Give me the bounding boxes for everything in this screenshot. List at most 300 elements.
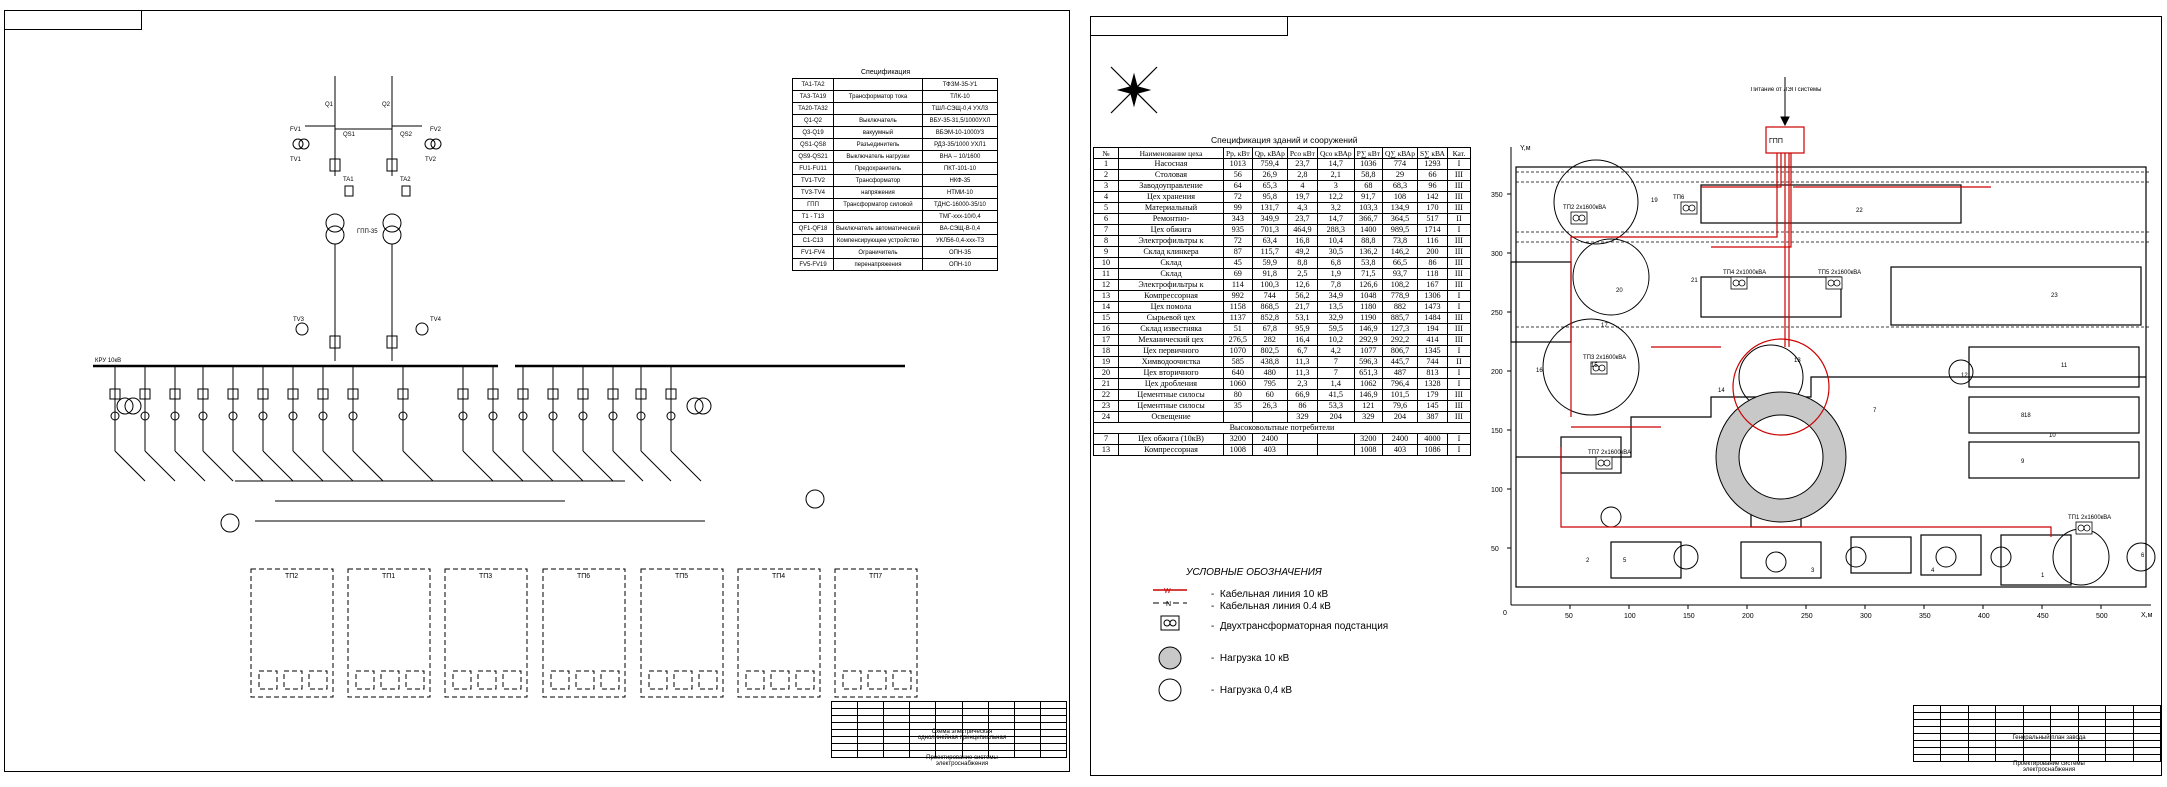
table-cell: 1293: [1417, 159, 1447, 170]
spec-cell: [834, 79, 923, 91]
spec-cell: TV3-TV4: [793, 187, 834, 199]
spec-cell: ВБЭМ-10-1000У3: [922, 127, 997, 139]
spec-cell: TA1-TA2: [793, 79, 834, 91]
table-row: [1094, 335, 1471, 346]
table-cell: 7: [1094, 434, 1119, 445]
table-cell: 21,7: [1287, 302, 1317, 313]
tp-label: ТП7: [869, 573, 883, 580]
y-tick-label: 350: [1491, 192, 1503, 199]
legend-item-cable-04kv: - Кабельная линия 0.4 кВ: [1211, 601, 1331, 612]
table-cell: 19: [1094, 357, 1119, 368]
spec-row: [793, 127, 998, 139]
buildings-table: [1093, 147, 1471, 456]
spec-cell: QF1-QF18: [793, 223, 834, 235]
table-cell: III: [1447, 170, 1470, 181]
table-cell: 45: [1224, 258, 1253, 269]
table-cell: 200: [1417, 247, 1447, 258]
tv1-label: TV1: [290, 157, 302, 163]
legend-items: [1211, 589, 1388, 697]
table-cell: 3200: [1354, 434, 1382, 445]
title-block-a-project: Проектирование системы электроснабжения: [926, 755, 998, 767]
table-cell: 88,8: [1354, 236, 1382, 247]
tp-plan-label: ТП2 2х1600кВА: [1563, 205, 1607, 211]
table-cell: 64: [1224, 181, 1253, 192]
drawing-sheet-single-line: [4, 10, 1070, 772]
table-cell: 13,5: [1317, 302, 1354, 313]
table-header: №: [1094, 148, 1119, 159]
y-tick-label: 250: [1491, 310, 1503, 317]
table-cell: 7: [1094, 225, 1119, 236]
table-cell: 1473: [1417, 302, 1447, 313]
spec-row: [793, 223, 998, 235]
compass-icon: [1111, 67, 1157, 113]
table-cell: 23,7: [1287, 159, 1317, 170]
table-cell: 67,8: [1252, 324, 1287, 335]
legend-item-load-10kv: - Нагрузка 10 кВ: [1211, 653, 1290, 664]
building-number: 12: [1961, 373, 1968, 379]
table-row: [1094, 445, 1471, 456]
table-cell: 26,9: [1252, 170, 1287, 181]
table-cell: 517: [1417, 214, 1447, 225]
table-cell: Склад известняка: [1119, 324, 1224, 335]
table-cell: 56: [1224, 170, 1253, 181]
table-cell: Цех дробления: [1119, 379, 1224, 390]
table-cell: 13: [1094, 445, 1119, 456]
fv2-label: FV2: [430, 127, 442, 133]
building-number: 20: [1616, 288, 1623, 294]
table-cell: 464,9: [1287, 225, 1317, 236]
table-cell: 813: [1417, 368, 1447, 379]
table-cell: 403: [1252, 445, 1287, 456]
table-cell: 343: [1224, 214, 1253, 225]
table-row: [1094, 192, 1471, 203]
spec-cell: ОПН-10: [922, 259, 997, 271]
title-block-b-project: Проектирование системы электроснабжения: [2013, 761, 2085, 773]
spec-row: [793, 187, 998, 199]
spec-cell: FV1-FV4: [793, 247, 834, 259]
table-cell: [1224, 412, 1253, 423]
table-cell: 329: [1354, 412, 1382, 423]
table-header: S∑ кВА: [1417, 148, 1447, 159]
building-number: 9: [2021, 459, 2025, 465]
table-cell: 131,7: [1252, 203, 1287, 214]
table-cell: 58,8: [1354, 170, 1382, 181]
table-cell: 56,2: [1287, 291, 1317, 302]
table-row: [1094, 236, 1471, 247]
table-cell: Цех обжига: [1119, 225, 1224, 236]
table-cell: 17: [1094, 335, 1119, 346]
spec-cell: перенапряжения: [834, 259, 923, 271]
table-cell: Ремонтно-: [1119, 214, 1224, 225]
table-cell: 759,4: [1252, 159, 1287, 170]
table-cell: 59,5: [1317, 324, 1354, 335]
x-tick-label: 100: [1624, 613, 1636, 620]
building-number: 23: [2051, 293, 2058, 299]
table-cell: 21: [1094, 379, 1119, 390]
table-cell: 1008: [1354, 445, 1382, 456]
legend-item-substation: - Двухтрансформаторная подстанция: [1211, 621, 1389, 632]
table-cell: 116: [1417, 236, 1447, 247]
table-row: [1094, 302, 1471, 313]
table-cell: 2,8: [1287, 170, 1317, 181]
table-cell: 95,8: [1252, 192, 1287, 203]
table-cell: 72: [1224, 192, 1253, 203]
table-cell: 86: [1417, 258, 1447, 269]
table-cell: 585: [1224, 357, 1253, 368]
table-cell: I: [1447, 379, 1470, 390]
table-cell: 1: [1094, 159, 1119, 170]
table-cell: 2: [1094, 170, 1119, 181]
x-tick-label: 200: [1742, 613, 1754, 620]
fv1-label: FV1: [290, 127, 302, 133]
table-cell: Цементные силосы: [1119, 401, 1224, 412]
table-cell: 142: [1417, 192, 1447, 203]
building-number: 15: [1591, 363, 1598, 369]
spec-cell: TA3-TA19: [793, 91, 834, 103]
table-cell: 146,9: [1354, 390, 1382, 401]
table-cell: 596,3: [1354, 357, 1382, 368]
table-cell: 204: [1382, 412, 1417, 423]
spec-cell: ТМГ-xxx-10/0,4: [922, 211, 997, 223]
x-tick-label: 150: [1683, 613, 1695, 620]
y-tick-label: 50: [1491, 546, 1499, 553]
table-cell: 806,7: [1382, 346, 1417, 357]
table-cell: Электрофильтры к: [1119, 280, 1224, 291]
table-cell: 86: [1287, 401, 1317, 412]
table-row: [1094, 280, 1471, 291]
spec-cell: Q1-Q2: [793, 115, 834, 127]
table-cell: III: [1447, 181, 1470, 192]
table-cell: 4,3: [1287, 203, 1317, 214]
table-cell: 2,1: [1317, 170, 1354, 181]
table-cell: 53,8: [1354, 258, 1382, 269]
table-cell: III: [1447, 203, 1470, 214]
table-cell: [1287, 434, 1317, 445]
table-cell: 32,9: [1317, 313, 1354, 324]
table-cell: 3: [1317, 181, 1354, 192]
buildings-table-title: Спецификация зданий и сооружений: [1211, 135, 1358, 145]
spec-row: [793, 175, 998, 187]
table-cell: 179: [1417, 390, 1447, 401]
table-cell: 80: [1224, 390, 1253, 401]
gpp-label: ГПП-35: [357, 229, 378, 235]
table-cell: 1060: [1224, 379, 1253, 390]
table-cell: 53,1: [1287, 313, 1317, 324]
building-number: 18: [2024, 413, 2031, 419]
table-cell: Цементные силосы: [1119, 390, 1224, 401]
spec-cell: ГПП: [793, 199, 834, 211]
qs2-label: QS2: [400, 132, 413, 138]
table-cell: 19,7: [1287, 192, 1317, 203]
table-header: Qp, кВАр: [1252, 148, 1287, 159]
legend-item-cable-10kv: - Кабельная линия 10 кВ: [1211, 589, 1329, 600]
spec-cell: ТДНС-16000-35/10: [922, 199, 997, 211]
table-cell: 1137: [1224, 313, 1253, 324]
table-row: [1094, 412, 1471, 423]
table-cell: 1400: [1354, 225, 1382, 236]
building-number: 4: [1931, 568, 1935, 574]
table-cell: 41,5: [1317, 390, 1354, 401]
table-row: [1094, 181, 1471, 192]
gpp-plan-label: ГПП: [1769, 138, 1783, 145]
table-cell: 1077: [1354, 346, 1382, 357]
spec-cell: Выключатель нагрузки: [834, 151, 923, 163]
table-cell: [1317, 445, 1354, 456]
table-cell: 108,2: [1382, 280, 1417, 291]
table-cell: 10,4: [1317, 236, 1354, 247]
building-number: 14: [1718, 388, 1725, 394]
table-row: [1094, 368, 1471, 379]
table-cell: 69: [1224, 269, 1253, 280]
y-tick-label: 200: [1491, 369, 1503, 376]
table-cell: 204: [1317, 412, 1354, 423]
table-cell: 288,3: [1317, 225, 1354, 236]
table-cell: 292,9: [1354, 335, 1382, 346]
table-cell: 60: [1252, 390, 1287, 401]
table-cell: 170: [1417, 203, 1447, 214]
tp-label: ТП5: [675, 573, 689, 580]
table-cell: 118: [1417, 269, 1447, 280]
table-cell: 30,5: [1317, 247, 1354, 258]
table-header: Pco кВт: [1287, 148, 1317, 159]
table-cell: 1,4: [1317, 379, 1354, 390]
table-cell: II: [1447, 214, 1470, 225]
table-cell: 194: [1417, 324, 1447, 335]
spec-row: [793, 235, 998, 247]
table-cell: 16: [1094, 324, 1119, 335]
table-cell: 487: [1382, 368, 1417, 379]
table-cell: 3,2: [1317, 203, 1354, 214]
table-row: [1094, 170, 1471, 181]
table-cell: 16,4: [1287, 335, 1317, 346]
table-cell: 480: [1252, 368, 1287, 379]
spec-row: [793, 139, 998, 151]
spec-cell: FU1-FU11: [793, 163, 834, 175]
table-cell: 121: [1354, 401, 1382, 412]
table-cell: 445,7: [1382, 357, 1417, 368]
tp-plan-label: ТП6: [1673, 195, 1685, 201]
table-cell: 68: [1354, 181, 1382, 192]
table-cell: 53,3: [1317, 401, 1354, 412]
table-row: [1094, 401, 1471, 412]
table-cell: 18: [1094, 346, 1119, 357]
ta1-label: TA1: [343, 177, 354, 183]
spec-cell: ПКТ-101-10: [922, 163, 997, 175]
table-cell: 795: [1252, 379, 1287, 390]
tp-plan-label: ТП1 2х1600кВА: [2068, 515, 2112, 521]
spec-cell: ВНА – 10/1600: [922, 151, 997, 163]
table-cell: 3200: [1224, 434, 1253, 445]
table-cell: 10,2: [1317, 335, 1354, 346]
table-cell: 414: [1417, 335, 1447, 346]
spec-cell: Выключатель: [834, 115, 923, 127]
table-cell: 11,3: [1287, 368, 1317, 379]
table-cell: 16,8: [1287, 236, 1317, 247]
table-cell: III: [1447, 269, 1470, 280]
table-cell: 1190: [1354, 313, 1382, 324]
building-number: 2: [1586, 558, 1590, 564]
table-cell: Насосная: [1119, 159, 1224, 170]
spec-cell: ВА-СЭЩ-В-0,4: [922, 223, 997, 235]
table-cell: 91,8: [1252, 269, 1287, 280]
spec-row: [793, 199, 998, 211]
table-cell: 403: [1382, 445, 1417, 456]
tp-label: ТП1: [382, 573, 396, 580]
table-cell: 276,5: [1224, 335, 1253, 346]
table-cell: Цех первичного: [1119, 346, 1224, 357]
spec-cell: ТЛК-10: [922, 91, 997, 103]
title-block-a-title: Схема электрическая однолинейная принципиальная: [917, 729, 1007, 741]
table-cell: 51: [1224, 324, 1253, 335]
table-row: [1094, 269, 1471, 280]
table-cell: 640: [1224, 368, 1253, 379]
table-cell: 11,3: [1287, 357, 1317, 368]
table-cell: 134,9: [1382, 203, 1417, 214]
table-cell: 2400: [1382, 434, 1417, 445]
table-cell: Склад: [1119, 258, 1224, 269]
legend-title: УСЛОВНЫЕ ОБОЗНАЧЕНИЯ: [1186, 567, 1322, 578]
x-tick-label: 50: [1565, 613, 1573, 620]
table-cell: 5: [1094, 203, 1119, 214]
table-row: [1094, 291, 1471, 302]
legend-symbols: [1149, 583, 1199, 703]
bus-label: КРУ 10кВ: [95, 358, 122, 364]
table-cell: 7: [1317, 368, 1354, 379]
table-cell: 366,7: [1354, 214, 1382, 225]
table-cell: 7,8: [1317, 280, 1354, 291]
table-cell: 744: [1417, 357, 1447, 368]
building-number: 7: [1873, 408, 1877, 414]
table-cell: Цех вторичного: [1119, 368, 1224, 379]
table-cell: 71,5: [1354, 269, 1382, 280]
table-cell: 14,7: [1317, 214, 1354, 225]
building-number: 5: [1623, 558, 1627, 564]
y-tick-label: 100: [1491, 487, 1503, 494]
table-cell: Электрофильтры к: [1119, 236, 1224, 247]
x-tick-label: 300: [1860, 613, 1872, 620]
table-cell: III: [1447, 280, 1470, 291]
table-cell: Цех обжига (10кВ): [1119, 434, 1224, 445]
table-cell: 349,9: [1252, 214, 1287, 225]
table-cell: 63,4: [1252, 236, 1287, 247]
table-row: [1094, 247, 1471, 258]
table-cell: 4: [1287, 181, 1317, 192]
x-tick-label: 250: [1801, 613, 1813, 620]
table-cell: 14: [1094, 302, 1119, 313]
building-number: 11: [2061, 363, 2068, 369]
table-row: [1094, 324, 1471, 335]
table-row: [1094, 434, 1471, 445]
table-cell: 87: [1224, 247, 1253, 258]
table-cell: Компрессорная: [1119, 291, 1224, 302]
spec-cell: ОПН-35: [922, 247, 997, 259]
table-cell: 992: [1224, 291, 1253, 302]
svg-text:W: W: [1164, 588, 1171, 595]
table-cell: III: [1447, 390, 1470, 401]
table-cell: 72: [1224, 236, 1253, 247]
table-cell: 99: [1224, 203, 1253, 214]
drawing-sheet-general-plan: [1090, 16, 2162, 776]
table-cell: 329: [1287, 412, 1317, 423]
building-number: 8: [2021, 413, 2025, 419]
tp-label: ТП6: [577, 573, 591, 580]
qs1-label: QS1: [343, 132, 356, 138]
table-cell: [1287, 445, 1317, 456]
building-number: 21: [1691, 278, 1698, 284]
spec-cell: Выключатель автоматический: [834, 223, 923, 235]
table-cell: 23: [1094, 401, 1119, 412]
feed-label: Питание от ЛЭП системы: [1750, 87, 1822, 93]
table-cell: I: [1447, 291, 1470, 302]
table-row: [1094, 258, 1471, 269]
spec-cell: [834, 103, 923, 115]
table-cell: 59,9: [1252, 258, 1287, 269]
table-cell: III: [1447, 324, 1470, 335]
table-cell: Механический цех: [1119, 335, 1224, 346]
spec-row: [793, 115, 998, 127]
x-tick-label: 400: [1978, 613, 1990, 620]
y-axis-label: Y,м: [1520, 145, 1531, 152]
table-cell: 1008: [1224, 445, 1253, 456]
table-cell: 989,5: [1382, 225, 1417, 236]
table-cell: I: [1447, 302, 1470, 313]
spec-cell: напряжения: [834, 187, 923, 199]
table-row: [1094, 346, 1471, 357]
table-cell: 68,3: [1382, 181, 1417, 192]
title-block-b-title: Генеральный план завода: [2012, 735, 2086, 741]
spec-cell: РДЗ-35/1000 УХЛ1: [922, 139, 997, 151]
table-cell: 24: [1094, 412, 1119, 423]
table-header: Q∑ кВАр: [1382, 148, 1417, 159]
table-cell: 95,9: [1287, 324, 1317, 335]
table-cell: 136,2: [1354, 247, 1382, 258]
table-cell: 93,7: [1382, 269, 1417, 280]
q1-label: Q1: [325, 102, 334, 108]
spec-cell: Трансформатор тока: [834, 91, 923, 103]
tp-label: ТП3: [479, 573, 493, 580]
table-cell: 1158: [1224, 302, 1253, 313]
table-cell: Сырьевой цех: [1119, 313, 1224, 324]
table-row: [1094, 159, 1471, 170]
building-number: 16: [1536, 368, 1543, 374]
spec-row: [793, 211, 998, 223]
legend-item-load-04kv: - Нагрузка 0,4 кВ: [1211, 685, 1293, 696]
table-cell: [1317, 434, 1354, 445]
title-block-b: [1913, 705, 2161, 762]
table-cell: 9: [1094, 247, 1119, 258]
table-cell: 4,2: [1317, 346, 1354, 357]
table-cell: 744: [1252, 291, 1287, 302]
tp-plan-label: ТП4 2х1000кВА: [1723, 270, 1767, 276]
spec-cell: TV1-TV2: [793, 175, 834, 187]
table-cell: III: [1447, 335, 1470, 346]
table-cell: 26,3: [1252, 401, 1287, 412]
spec-cell: [834, 211, 923, 223]
tp-plan-label: ТП5 2х1600кВА: [1818, 270, 1862, 276]
table-cell: 1484: [1417, 313, 1447, 324]
table-cell: 438,8: [1252, 357, 1287, 368]
building-number: 22: [1856, 208, 1863, 214]
table-cell: 3: [1094, 181, 1119, 192]
spec-cell: Q3-Q19: [793, 127, 834, 139]
table-cell: 103,3: [1354, 203, 1382, 214]
table-cell: 127,3: [1382, 324, 1417, 335]
table-row: [1094, 214, 1471, 225]
table-cell: 13: [1094, 291, 1119, 302]
table-cell: 101,5: [1382, 390, 1417, 401]
tv2-label: TV2: [425, 157, 437, 163]
table-cell: 12,6: [1287, 280, 1317, 291]
